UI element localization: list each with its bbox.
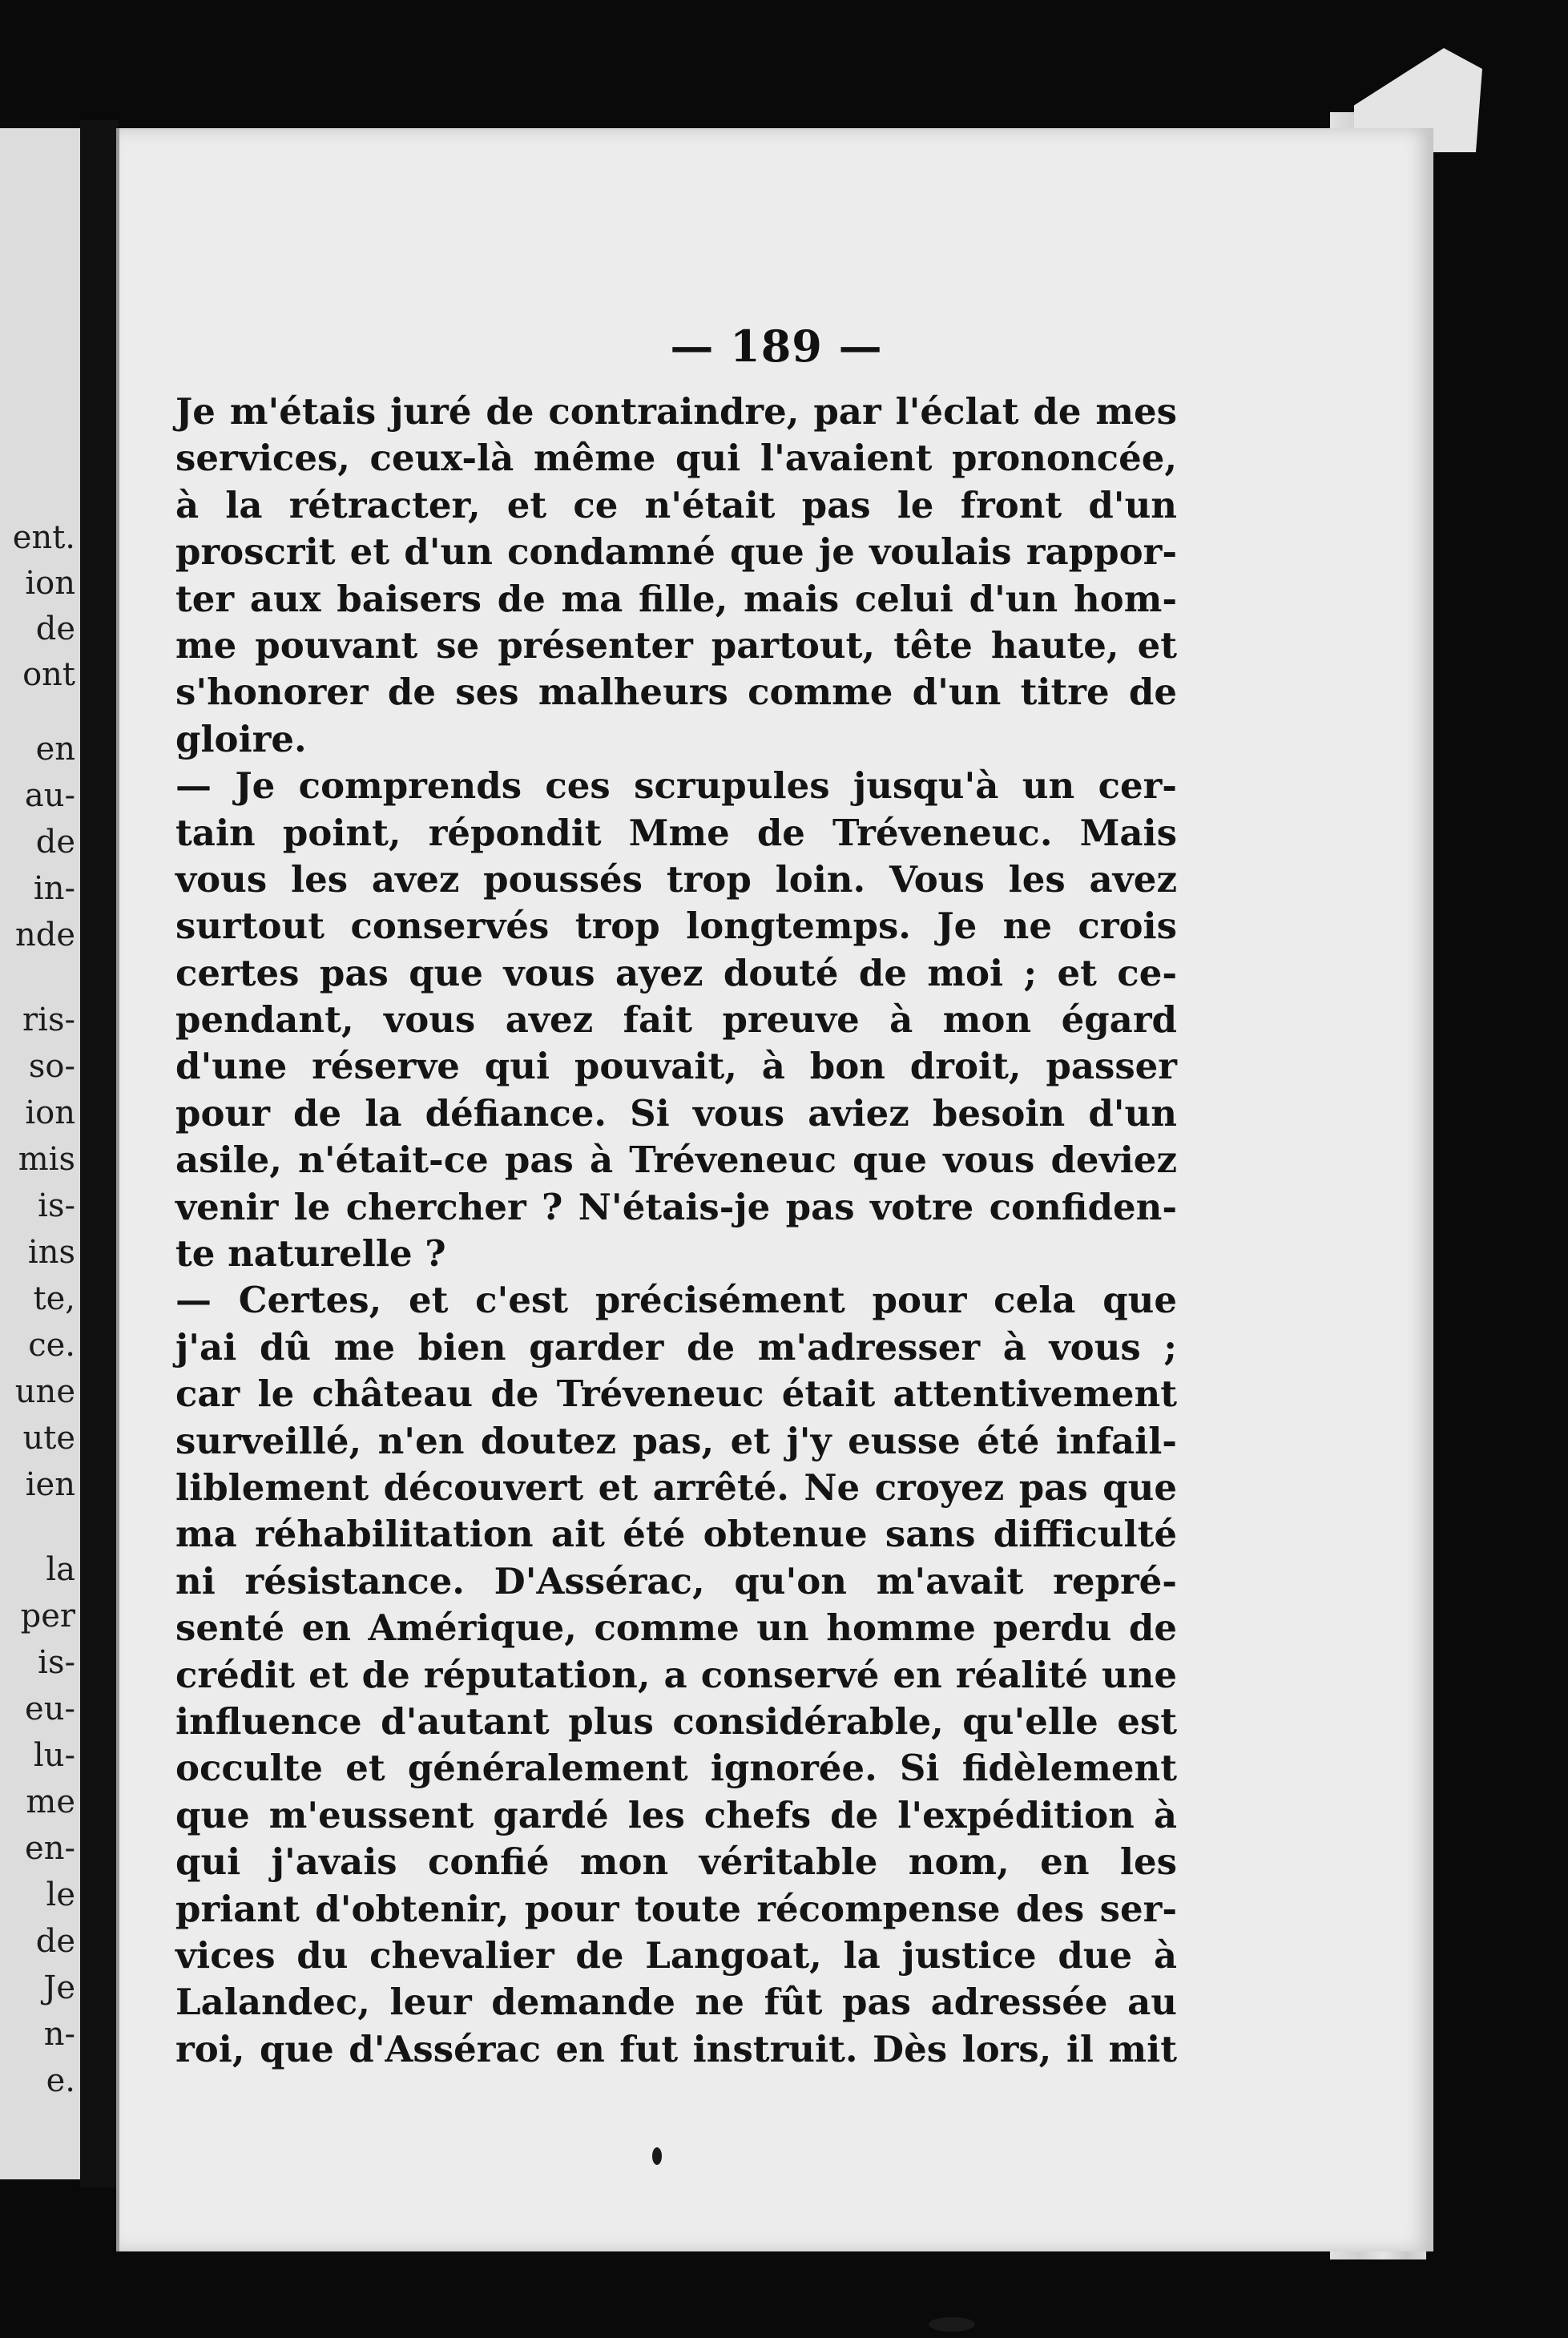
text-line: car le château de Tréveneuc était attentivement (175, 1373, 1177, 1416)
text-line: — Je comprends ces scrupules jusqu'à un cer- (175, 764, 1177, 808)
fragment: ins (27, 1234, 75, 1271)
text-line: occulte et généralement ignorée. Si fidèlement (175, 1747, 1177, 1790)
fragment: de (35, 611, 75, 647)
text-line: Lalandec, leur demande ne fût pas adressée au (175, 1981, 1177, 2024)
text-line: vices du chevalier de Langoat, la justice due à (175, 1933, 1177, 1977)
text-line: gloire. (175, 717, 307, 760)
fragment: ont (22, 656, 75, 693)
text-line: roi, que d'Assérac en fut instruit. Dès lors, il mit (175, 2027, 1177, 2070)
text-line: Je m'étais juré de contraindre, par l'éclat de mes (175, 390, 1177, 433)
page-body-text (175, 389, 1177, 2073)
page-number: — 189 — (670, 320, 883, 372)
fragment: la (46, 1551, 75, 1588)
fragment: in- (33, 870, 75, 907)
text-line: priant d'obtenir, pour toute récompense des ser- (175, 1887, 1177, 1930)
text-line: ter aux baisers de ma fille, mais celui d'un hom- (175, 577, 1177, 620)
text-line: ma réhabilitation ait été obtenue sans difficulté (175, 1513, 1177, 1556)
fragment: eu- (25, 1691, 75, 1727)
fragment: ent. (12, 519, 75, 556)
fragment: en- (25, 1830, 75, 1867)
text-line: tain point, répondit Mme de Tréveneuc. Mais (175, 811, 1177, 854)
fragment: n- (43, 2016, 75, 2053)
fragment: mis (18, 1141, 75, 1178)
fragment: ion (25, 565, 75, 602)
text-line: te naturelle ? (175, 1232, 446, 1276)
fragment: au- (24, 777, 75, 814)
text-line: crédit et de réputation, a conservé en réalité une (175, 1653, 1177, 1696)
book-gutter (80, 120, 119, 2187)
text-line: j'ai dû me bien garder de m'adresser à vous ; (175, 1325, 1177, 1369)
text-line: senté en Amérique, comme un homme perdu de (175, 1606, 1177, 1650)
text-line: surtout conservés trop longtemps. Je ne crois (175, 905, 1177, 948)
ink-speck (929, 2317, 975, 2332)
fragment: per (20, 1598, 75, 1635)
text-line: surveillé, n'en doutez pas, et j'y eusse été infail- (175, 1419, 1177, 1462)
text-line: me pouvant se présenter partout, tête haute, et (175, 623, 1177, 667)
fragment: ien (25, 1466, 75, 1503)
fragment: e. (46, 2062, 75, 2099)
fragment: ce. (28, 1327, 75, 1364)
fragment: de (35, 1923, 75, 1960)
text-line: proscrit et d'un condamné que je voulais rappor- (175, 530, 1177, 574)
text-line: liblement découvert et arrêté. Ne croyez pas que (175, 1465, 1177, 1509)
fragment: ion (25, 1094, 75, 1131)
text-line: venir le chercher ? N'étais-je pas votre confiden- (175, 1185, 1177, 1228)
fragment: me (26, 1784, 75, 1820)
text-line: vous les avez poussés trop loin. Vous les avez (175, 857, 1177, 901)
fragment: lu- (33, 1737, 75, 1774)
text-line: à la rétracter, et ce n'était pas le front d'un (175, 483, 1177, 526)
fragment: Je (43, 1969, 75, 2006)
fragment: is- (38, 1644, 75, 1681)
text-line: s'honorer de ses malheurs comme d'un titre de (175, 671, 1177, 714)
text-line: ni résistance. D'Assérac, qu'on m'avait repré- (175, 1559, 1177, 1602)
previous-page-edge (0, 128, 80, 2179)
fragment: ute (22, 1420, 75, 1457)
text-line: qui j'avais confié mon véritable nom, en les (175, 1840, 1177, 1884)
fragment: le (46, 1876, 75, 1913)
text-line: certes pas que vous ayez douté de moi ; et ce- (175, 951, 1177, 994)
current-page (116, 128, 1433, 2251)
text-line: influence d'autant plus considérable, qu'elle est (175, 1699, 1177, 1743)
fragment: te, (33, 1280, 75, 1317)
text-line: pour de la défiance. Si vous aviez besoin d'un (175, 1091, 1177, 1135)
text-line: services, ceux-là même qui l'avaient prononcée, (175, 437, 1177, 480)
fragment: de (35, 824, 75, 861)
ink-speck (652, 2147, 662, 2165)
fragment: en (35, 731, 75, 768)
text-line: que m'eussent gardé les chefs de l'expédition à (175, 1793, 1177, 1836)
fragment: une (14, 1373, 75, 1410)
text-line: asile, n'était-ce pas à Tréveneuc que vous deviez (175, 1139, 1177, 1182)
text-line: pendant, vous avez fait preuve à mon égard (175, 998, 1177, 1042)
fragment: nde (14, 917, 75, 953)
fragment: is- (38, 1187, 75, 1224)
fragment: so- (28, 1048, 75, 1085)
text-line: — Certes, et c'est précisément pour cela que (175, 1279, 1177, 1322)
fragment: ris- (22, 1002, 75, 1038)
text-line: d'une réserve qui pouvait, à bon droit, passer (175, 1045, 1177, 1088)
